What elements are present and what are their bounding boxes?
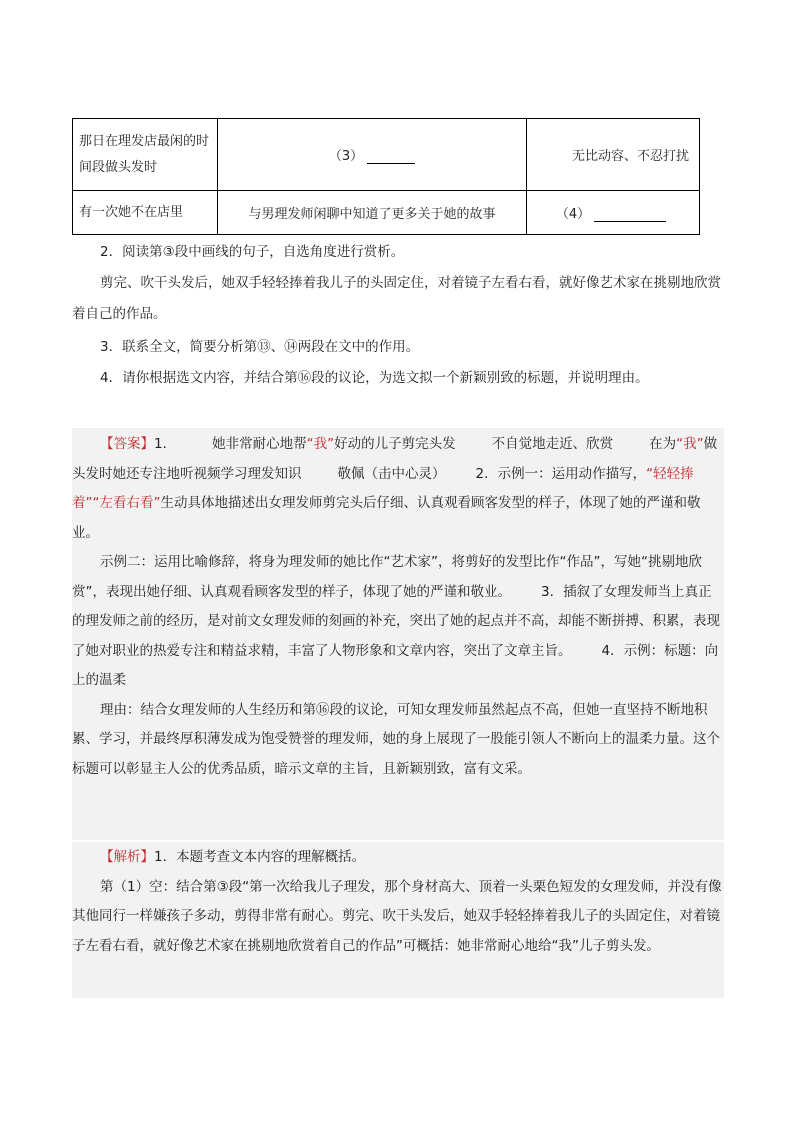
answer-1-part: 做头发时她还专注地听视频学习理发知识 [72,436,718,482]
question-4: 4．请你根据选文内容，并结合第⑯段的议论，为选文拟一个新颖别致的标题，并说明理由。 [100,370,649,386]
answer-2-part: 生动具体地描述出女理发师剪完头后仔细、认真观看顾客发型的样子，体现了她的严谨和敬业。 [72,495,701,541]
answer-1-quote: “我” [676,436,704,452]
question-2: 2．阅读第③段中画线的句子，自选角度进行赏析。 [100,244,405,260]
answer-1-part: 好动的儿子剪完头发 [334,436,456,452]
answer-paragraph-1 [72,430,724,548]
answer-2-quote: “轻轻捧着” [72,465,694,511]
table-cell: 那日在理发店最闲的时间段做头发时 [73,119,218,191]
answer-paragraph-3: 理由：结合女理发师的人生经历和第⑯段的议论，可知女理发师虽然起点不高，但她一直坚持不断地积累、学习，并最终厚积薄发成为饱受赞誉的理发师，她的身上展现了一股能引领人不断向上的温柔力量。这个标题可以彰显主人公的优秀品质，暗示文章的主旨，且新颖别致，富有文采。 [72,701,720,777]
answer-2-part: 2．示例一：运用动作描写， [475,465,647,482]
answer-section [72,430,724,784]
answer-1-part: 在为 [649,436,677,452]
table-row [73,191,700,235]
table-cell [218,119,527,191]
answer-1-quote: “我” [306,436,335,452]
blank-label: （4） [555,207,591,222]
answer-2-quote: “左看右看” [92,495,161,511]
table-cell [527,191,700,235]
answer-label: 【答案】 [100,436,154,452]
answer-2-example-2: 示例二：运用比喻修辞，将身为理发师的她比作“艺术家”，将剪好的发型比作“作品”，写她“挑剔地欣赏”，表现出她仔细、认真观看顾客发型的样子，体现了她的严谨和敬业。 [72,554,702,600]
table-cell: 无比动容、不忍打扰 [527,119,700,191]
answer-1-part: 敬佩（击中心灵） [337,465,446,482]
answer-3: 3．插叙了女理发师当上真正的理发师之前的经历，是对前文女理发师的刻画的补充，突出了她的起点并不高，却能不断拼搏、积累，表现了她对职业的热爱专注和精益求精，丰富了人物形象和文章内容，突出了文章主旨。 [72,583,720,659]
analysis-paragraph-1 [72,843,724,873]
analysis-intro: 1．本题考查文本内容的理解概括。 [154,849,366,865]
table-cell: 有一次她不在店里 [73,191,218,235]
fill-blank [594,207,666,222]
question-2-quote: 剪完、吹干头发后，她双手轻轻捧着我儿子的头固定住，对着镜子左看右看，就好像艺术家在挑剔地欣赏着自己的作品。 [72,275,721,322]
table-cell: 与男理发师闲聊中知道了更多关于她的故事 [218,191,527,235]
answer-paragraph-2 [72,548,724,696]
fill-blank [367,149,415,164]
table-row [73,119,700,191]
answer-1-part: 不自觉地走近、欣赏 [491,436,614,452]
analysis-label: 【解析】 [100,849,154,865]
answer-1-num: 1． [154,436,177,452]
blank-label: （3） [328,149,364,164]
analysis-paragraph-2: 第（1）空：结合第③段“第一次给我儿子理发，那个身材高大、顶着一头栗色短发的女理发师，并没有像其他同行一样嫌孩子多动，剪得非常有耐心。剪完、吹干头发后，她双手轻轻捧着我儿子的头固定住，对着镜子左看右看，就好像艺术家在挑剔地欣赏着自己的作品”可概括：她非常耐心地给“我”儿子剪头发。 [72,878,722,954]
answer-1-part: 她非常耐心地帮 [212,436,307,452]
question-3: 3．联系全文，简要分析第⑬、⑭两段在文中的作用。 [100,339,420,355]
answer-4-title: 4．示例：标题：向上的温柔 [72,642,719,688]
analysis-section [72,843,724,961]
answer-table [72,118,700,235]
